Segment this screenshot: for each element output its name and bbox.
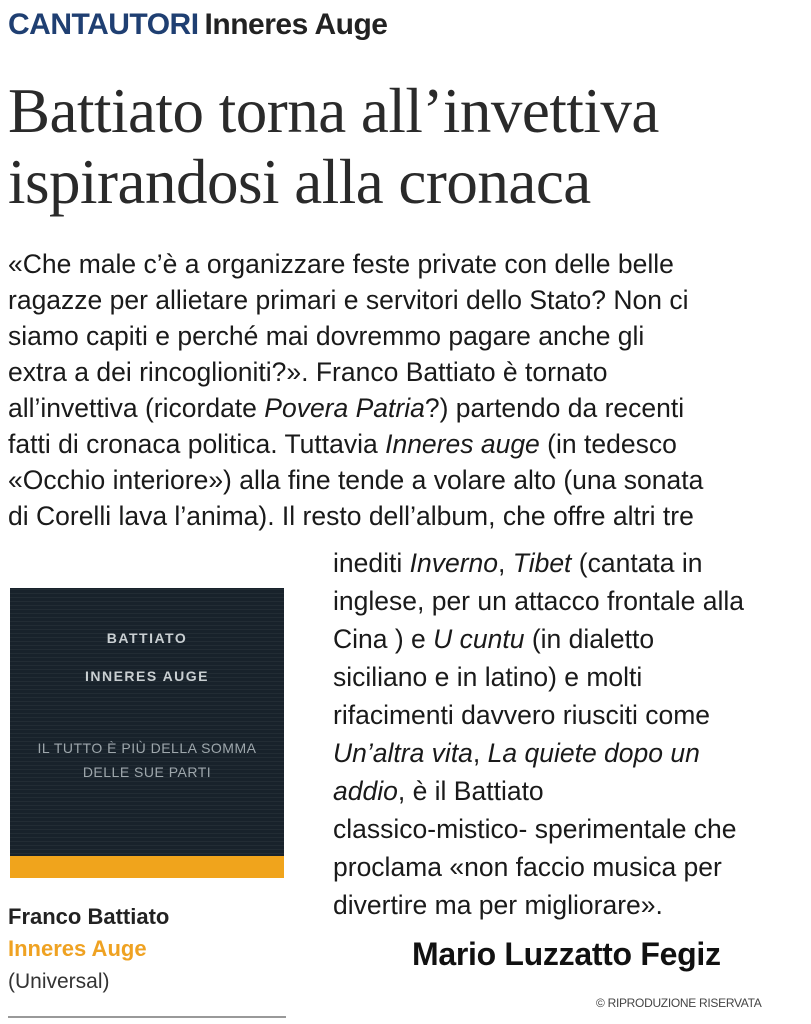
- cover-stripe: [10, 856, 284, 878]
- body-line: ragazze per allietare primari e servitori dello Stato? Non ci: [8, 285, 689, 315]
- cover-motto-line-1: IL TUTTO È PIÙ DELLA SOMMA: [37, 740, 257, 756]
- body-line: extra a dei rincoglioniti?». Franco Battiato è tornato: [8, 357, 608, 387]
- body-line: [333, 622, 654, 656]
- body-line: inglese, per un attacco frontale alla: [333, 586, 745, 616]
- cover-album: INNERES AUGE: [84, 668, 210, 684]
- headline-line-2: ispirandosi alla cronaca: [8, 147, 591, 217]
- body-text: inediti: [333, 548, 410, 578]
- body-line: siamo capiti e perché mai dovremmo pagare anche gli: [8, 321, 645, 351]
- body-text: (in dialetto: [524, 624, 655, 654]
- headline: [8, 76, 808, 218]
- song-title: Povera Patria: [264, 393, 425, 423]
- topic-label: Inneres Auge: [204, 8, 388, 41]
- body-line: [333, 736, 700, 770]
- body-line: siciliano e in latino) e molti: [333, 662, 643, 692]
- body-line: rifacimenti davvero riusciti come: [333, 700, 711, 730]
- song-title: addio: [333, 776, 398, 806]
- headline-line-1: Battiato torna all’invettiva: [8, 76, 659, 146]
- caption-divider: [8, 1016, 286, 1018]
- body-text: all’invettiva (ricordate: [8, 393, 265, 423]
- body-text: Cina ) e: [333, 624, 434, 654]
- body-line: divertire ma per migliorare».: [333, 890, 663, 920]
- cover-artist: BATTIATO: [106, 630, 188, 646]
- author-byline: Mario Luzzatto Fegiz: [412, 936, 721, 972]
- song-title: Tibet: [512, 548, 572, 578]
- section-label: CANTAUTORI: [8, 8, 199, 41]
- cover-motto-line-2: DELLE SUE PARTI: [82, 764, 212, 780]
- song-title: U cuntu: [433, 624, 525, 654]
- album-title: Inneres auge: [385, 429, 540, 459]
- song-title: Inverno: [409, 548, 498, 578]
- kicker: [8, 8, 387, 42]
- body-line: proclama «non faccio musica per: [333, 852, 722, 882]
- album-cover: [10, 588, 284, 878]
- body-line: [8, 427, 677, 461]
- body-line: di Corelli lava l’anima). Il resto dell’album, che offre altri tre: [8, 501, 694, 531]
- body-text: ?) partendo da recenti: [424, 393, 685, 423]
- body-line: [333, 546, 703, 580]
- song-title: La quiete dopo un: [487, 738, 700, 768]
- body-text: , è il Battiato: [397, 776, 544, 806]
- copyright-notice: © RIPRODUZIONE RISERVATA: [596, 996, 762, 1010]
- body-line: [8, 391, 684, 425]
- body-text: ,: [472, 738, 488, 768]
- body-text: ,: [498, 548, 513, 578]
- song-title: Un’altra vita: [333, 738, 473, 768]
- body-line: [333, 774, 544, 808]
- caption-record-label: (Universal): [8, 970, 110, 993]
- body-line: classico-mistico- sperimentale che: [333, 814, 737, 844]
- body-line: «Che male c’è a organizzare feste private con delle belle: [8, 249, 674, 279]
- body-text: (cantata in: [571, 548, 703, 578]
- caption-artist: Franco Battiato: [8, 904, 170, 929]
- body-text: (in tedesco: [539, 429, 677, 459]
- body-text: fatti di cronaca politica. Tuttavia: [8, 429, 386, 459]
- body-line: «Occhio interiore») alla fine tende a volare alto (una sonata: [8, 465, 704, 495]
- caption-album-title: Inneres Auge: [8, 936, 147, 961]
